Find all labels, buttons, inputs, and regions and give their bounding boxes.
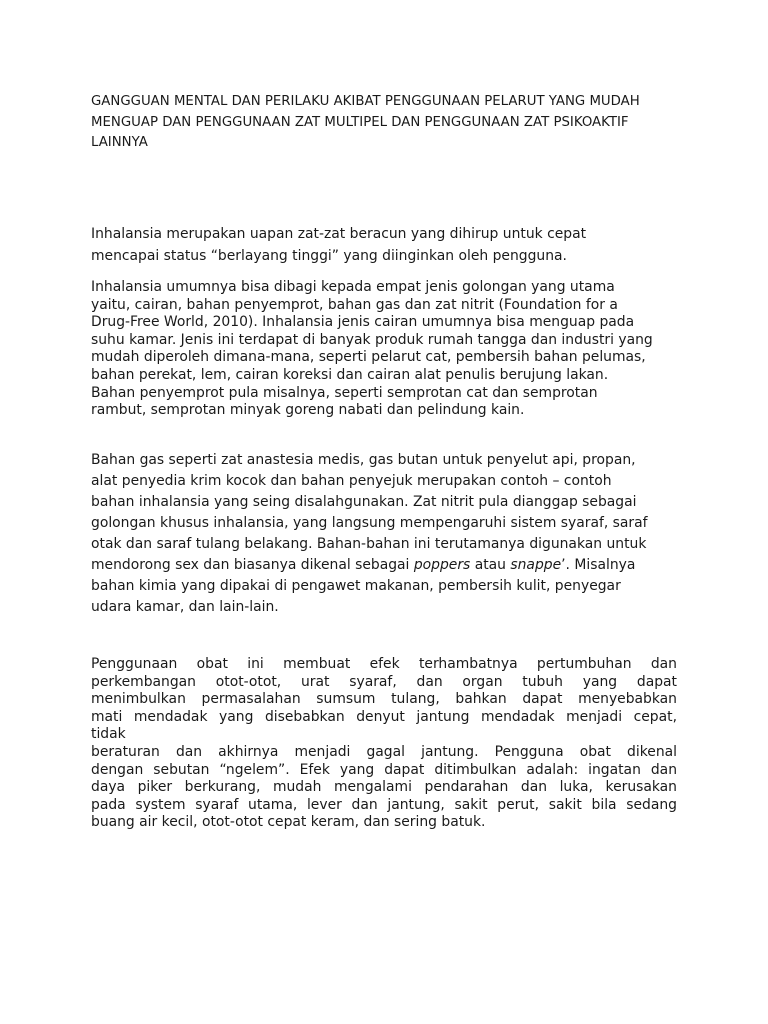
text-segment: mendorong sex dan biasanya dikenal sebagai	[91, 557, 414, 573]
text-line: golongan khusus inhalansia, yang langsung mempengaruhi sistem syaraf, saraf	[91, 515, 648, 531]
text-line: dengan sebutan “ngelem”. Efek yang dapat ditimbulkan adalah: ingatan dan	[91, 761, 677, 778]
text-line: bahan kimia yang dipakai di pengawet makanan, pembersih kulit, penyegar	[91, 578, 621, 594]
text-line: Inhalansia merupakan uapan zat-zat beracun yang dihirup untuk cepat	[91, 226, 587, 242]
title-line: GANGGUAN MENTAL DAN PERILAKU AKIBAT PENGGUNAAN PELARUT YANG MUDAH	[91, 94, 640, 109]
title-line: LAINNYA	[91, 135, 148, 151]
text-line: Inhalansia umumnya bisa dibagi kepada empat jenis golongan yang utama	[91, 279, 615, 295]
text-line: perkembangan otot-otot, urat syaraf, dan organ tubuh yang dapat	[91, 673, 677, 690]
text-line: Bahan penyemprot pula misalnya, seperti semprotan cat dan semprotan	[91, 384, 598, 401]
text-line: mencapai status “berlayang tinggi” yang diinginkan oleh pengguna.	[91, 247, 567, 264]
paragraph-inhalant-types	[91, 279, 653, 420]
text-line: alat penyedia krim kocok dan bahan penyejuk merupakan contoh – contoh	[91, 473, 612, 489]
text-line: mati mendadak yang disebabkan denyut jantung mendadak menjadi cepat,	[91, 708, 677, 725]
text-segment: ’. Misalnya	[561, 557, 636, 573]
text-line: otak dan saraf tulang belakang. Bahan-bahan ini terutamanya digunakan untuk	[91, 536, 647, 552]
text-line: daya piker berkurang, mudah mengalami pendarahan dan luka, kerusakan	[91, 779, 677, 796]
text-line: mudah diperoleh dimana-mana, seperti pelarut cat, pembersih bahan pelumas,	[91, 349, 646, 366]
text-line: rambut, semprotan minyak goreng nabati dan pelindung kain.	[91, 402, 525, 419]
italic-term-snappe: snappe	[510, 557, 562, 573]
paragraph-effects	[91, 656, 677, 832]
text-line: menimbulkan permasalahan sumsum tulang, bahkan dapat menyebabkan	[91, 691, 677, 708]
text-line: Bahan gas seperti zat anastesia medis, gas butan untuk penyelut api, propan,	[91, 452, 636, 468]
text-line: tidak	[91, 726, 126, 743]
text-line-mixed	[91, 555, 648, 576]
text-line: pada system syaraf utama, lever dan jantung, sakit perut, sakit bila sedang	[91, 796, 677, 813]
paragraph-gas-nitrite	[91, 450, 648, 618]
text-line: yaitu, cairan, bahan penyemprot, bahan gas dan zat nitrit (Foundation for a	[91, 296, 618, 313]
text-line: Drug-Free World, 2010). Inhalansia jenis cairan umumnya bisa menguap pada	[91, 314, 635, 331]
text-segment: atau	[470, 557, 511, 573]
text-line: udara kamar, dan lain-lain.	[91, 599, 279, 615]
italic-term-poppers: poppers	[413, 557, 471, 573]
text-line: buang air kecil, otot-otot cepat keram, dan sering batuk.	[91, 814, 486, 831]
text-line: suhu kamar. Jenis ini terdapat di banyak produk rumah tangga dan industri yang	[91, 331, 653, 348]
text-line: Penggunaan obat ini membuat efek terhambatnya pertumbuhan dan	[91, 656, 677, 672]
document-title	[91, 92, 691, 154]
paragraph-intro	[91, 224, 586, 267]
text-line: bahan perekat, lem, cairan koreksi dan cairan alat penulis berujung lakan.	[91, 366, 609, 383]
title-line: MENGUAP DAN PENGGUNAAN ZAT MULTIPEL DAN PENGGUNAAN ZAT PSIKOAKTIF	[91, 114, 629, 130]
text-line: beraturan dan akhirnya menjadi gagal jantung. Pengguna obat dikenal	[91, 743, 677, 760]
text-line: bahan inhalansia yang seing disalahgunakan. Zat nitrit pula dianggap sebagai	[91, 494, 637, 510]
